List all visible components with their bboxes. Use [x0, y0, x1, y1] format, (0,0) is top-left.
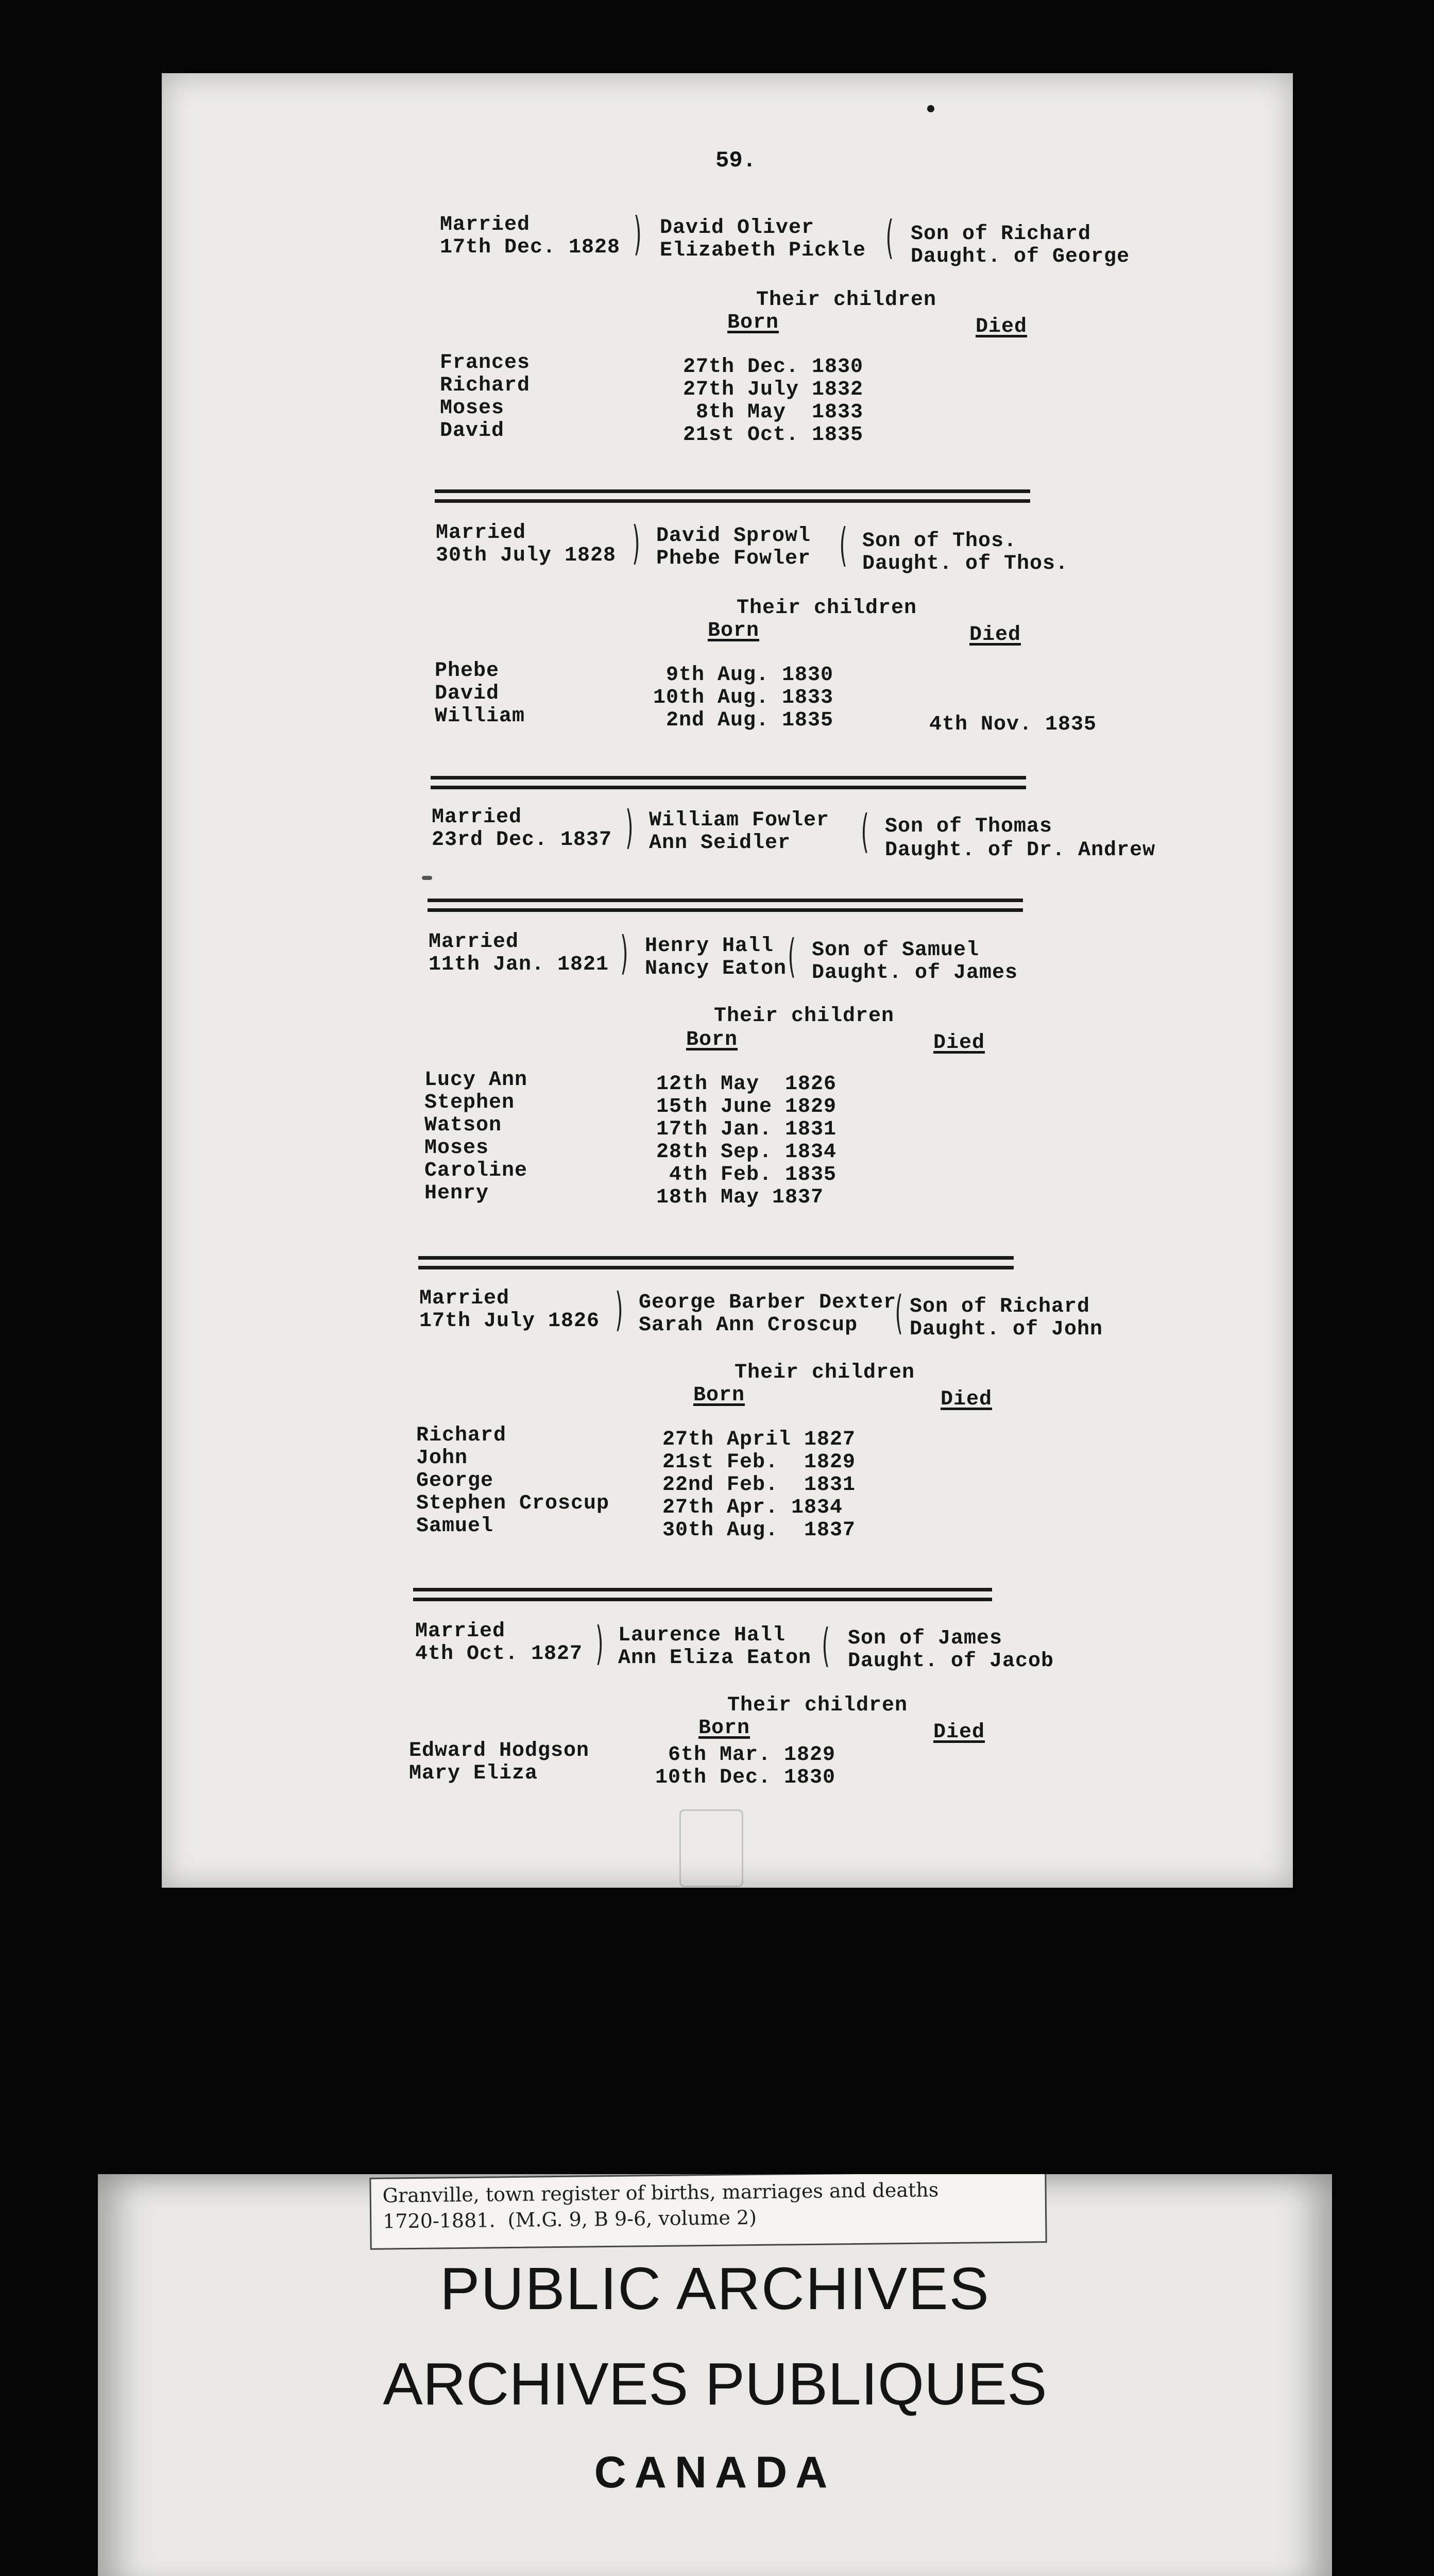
double-rule	[413, 1588, 992, 1601]
child-name: David	[435, 682, 500, 705]
double-rule	[435, 489, 1030, 503]
child-name: Stephen Croscup	[416, 1492, 610, 1515]
left-brace: (	[785, 929, 798, 982]
groom-parent: Son of Samuel	[812, 939, 980, 962]
child-born: 22nd Feb. 1831	[662, 1473, 856, 1497]
marriage-date: 11th Jan. 1821	[429, 953, 609, 976]
left-brace: (	[836, 518, 849, 571]
died-heading: Died	[969, 623, 1021, 647]
child-name: Phebe	[435, 659, 500, 683]
register-page	[162, 73, 1293, 1888]
born-heading: Born	[698, 1717, 750, 1740]
child-name: Henry	[424, 1182, 489, 1205]
spouse-groom: Laurence Hall	[618, 1624, 786, 1647]
married-label: Married	[440, 213, 531, 236]
child-name: Richard	[416, 1424, 507, 1447]
married-label: Married	[429, 930, 519, 954]
caption-slip	[369, 2174, 1047, 2250]
groom-parent: Son of Richard	[911, 223, 1091, 246]
born-heading: Born	[693, 1384, 745, 1407]
right-brace: )	[630, 516, 643, 569]
right-brace: )	[623, 801, 636, 854]
marriage-date: 30th July 1828	[436, 544, 617, 567]
left-brace: (	[858, 805, 871, 858]
left-brace: (	[892, 1286, 905, 1339]
married-label: Married	[432, 806, 522, 829]
bride-parent: Daught. of James	[812, 961, 1018, 985]
married-label: Married	[419, 1287, 510, 1310]
right-brace: )	[618, 926, 631, 979]
child-born: 8th May 1833	[683, 401, 864, 424]
spouse-groom: David Sprowl	[656, 524, 811, 548]
child-name: Watson	[424, 1114, 502, 1137]
child-born: 21st Feb. 1829	[662, 1451, 856, 1474]
page-number: 59.	[715, 148, 757, 174]
marriage-date: 4th Oct. 1827	[415, 1642, 583, 1666]
spouse-bride: Ann Eliza Eaton	[618, 1647, 812, 1670]
children-heading: Their children	[727, 1694, 908, 1717]
child-born: 30th Aug. 1837	[662, 1519, 856, 1542]
bride-parent: Daught. of John	[910, 1318, 1103, 1341]
died-heading: Died	[941, 1388, 993, 1411]
child-name: Edward Hodgson	[409, 1739, 590, 1762]
bride-parent: Daught. of Thos.	[862, 552, 1069, 575]
child-born: 27th Apr. 1834	[662, 1496, 843, 1519]
born-heading: Born	[686, 1028, 738, 1052]
died-heading: Died	[933, 1721, 985, 1744]
born-heading: Born	[727, 311, 779, 334]
archives-publiques-heading: ARCHIVES PUBLIQUES	[383, 2350, 1047, 2417]
child-born: 27th July 1832	[683, 378, 864, 401]
children-heading: Their children	[756, 289, 937, 312]
child-name: George	[416, 1469, 494, 1493]
child-name: Stephen	[424, 1091, 515, 1114]
child-born: 6th Mar. 1829	[655, 1743, 836, 1767]
left-brace: (	[819, 1619, 832, 1672]
died-heading: Died	[976, 315, 1028, 338]
right-brace: )	[613, 1283, 626, 1336]
bride-parent: Daught. of George	[911, 245, 1130, 268]
ink-speck	[927, 105, 934, 112]
child-name: Moses	[440, 397, 505, 420]
right-brace: )	[631, 207, 644, 260]
double-rule	[428, 899, 1023, 912]
caption-line-2: 1720-1881. (M.G. 9, B 9-6, volume 2)	[382, 2206, 757, 2233]
child-name: John	[416, 1447, 468, 1470]
child-name: Frances	[440, 351, 531, 375]
child-name: Samuel	[416, 1515, 494, 1538]
child-born: 15th June 1829	[656, 1095, 837, 1118]
child-born: 28th Sep. 1834	[656, 1141, 837, 1164]
spouse-bride: Sarah Ann Croscup	[639, 1314, 858, 1337]
child-name: Moses	[424, 1137, 489, 1160]
public-archives-heading: PUBLIC ARCHIVES	[440, 2255, 990, 2322]
child-name: David	[440, 419, 505, 443]
spouse-bride: Nancy Eaton	[645, 957, 787, 980]
born-heading: Born	[708, 619, 760, 642]
archives-label-card	[98, 2174, 1332, 2576]
spouse-groom: Henry Hall	[645, 935, 774, 958]
child-name: Mary Eliza	[409, 1762, 538, 1785]
child-name: William	[435, 705, 525, 728]
child-born: 9th Aug. 1830	[653, 664, 834, 687]
children-heading: Their children	[737, 597, 917, 620]
groom-parent: Son of Thomas	[885, 815, 1053, 838]
spouse-groom: George Barber Dexter	[639, 1291, 897, 1314]
married-label: Married	[415, 1620, 506, 1643]
marriage-date: 17th Dec. 1828	[440, 236, 621, 259]
child-born: 18th May 1837	[656, 1186, 824, 1209]
groom-parent: Son of Thos.	[862, 530, 1017, 553]
canada-heading: CANADA	[594, 2448, 836, 2497]
marriage-date: 17th July 1826	[419, 1310, 600, 1333]
married-label: Married	[436, 521, 526, 545]
child-born: 21st Oct. 1835	[683, 423, 864, 447]
child-born: 2nd Aug. 1835	[653, 709, 834, 732]
child-born: 4th Feb. 1835	[656, 1163, 837, 1187]
child-name: Caroline	[424, 1159, 528, 1182]
child-died: 4th Nov. 1835	[929, 713, 1097, 736]
spouse-bride: Phebe Fowler	[656, 547, 811, 570]
child-born: 27th April 1827	[662, 1428, 856, 1451]
child-born: 10th Aug. 1833	[653, 686, 834, 709]
left-brace: (	[883, 211, 896, 264]
child-name: Lucy Ann	[424, 1069, 528, 1092]
children-heading: Their children	[735, 1361, 915, 1384]
spouse-bride: Ann Seidler	[649, 832, 791, 855]
spouse-bride: Elizabeth Pickle	[660, 239, 866, 262]
spouse-groom: William Fowler	[649, 809, 830, 832]
double-rule	[418, 1256, 1014, 1269]
bride-parent: Daught. of Dr. Andrew	[885, 839, 1156, 862]
died-heading: Died	[933, 1031, 985, 1055]
spouse-groom: David Oliver	[660, 216, 815, 240]
marriage-date: 23rd Dec. 1837	[432, 828, 612, 852]
double-rule	[431, 776, 1026, 789]
child-born: 12th May 1826	[656, 1073, 837, 1096]
bride-parent: Daught. of Jacob	[848, 1650, 1054, 1673]
child-born: 17th Jan. 1831	[656, 1118, 837, 1141]
faded-stamp	[679, 1809, 743, 1887]
child-born: 27th Dec. 1830	[683, 355, 864, 379]
right-brace: )	[593, 1617, 606, 1670]
groom-parent: Son of Richard	[910, 1295, 1090, 1318]
child-name: Richard	[440, 374, 531, 397]
children-heading: Their children	[714, 1005, 895, 1028]
caption-line-1: Granville, town register of births, marriages and deaths	[382, 2178, 939, 2207]
child-born: 10th Dec. 1830	[655, 1766, 836, 1789]
groom-parent: Son of James	[848, 1627, 1003, 1650]
ink-speck	[422, 876, 432, 880]
